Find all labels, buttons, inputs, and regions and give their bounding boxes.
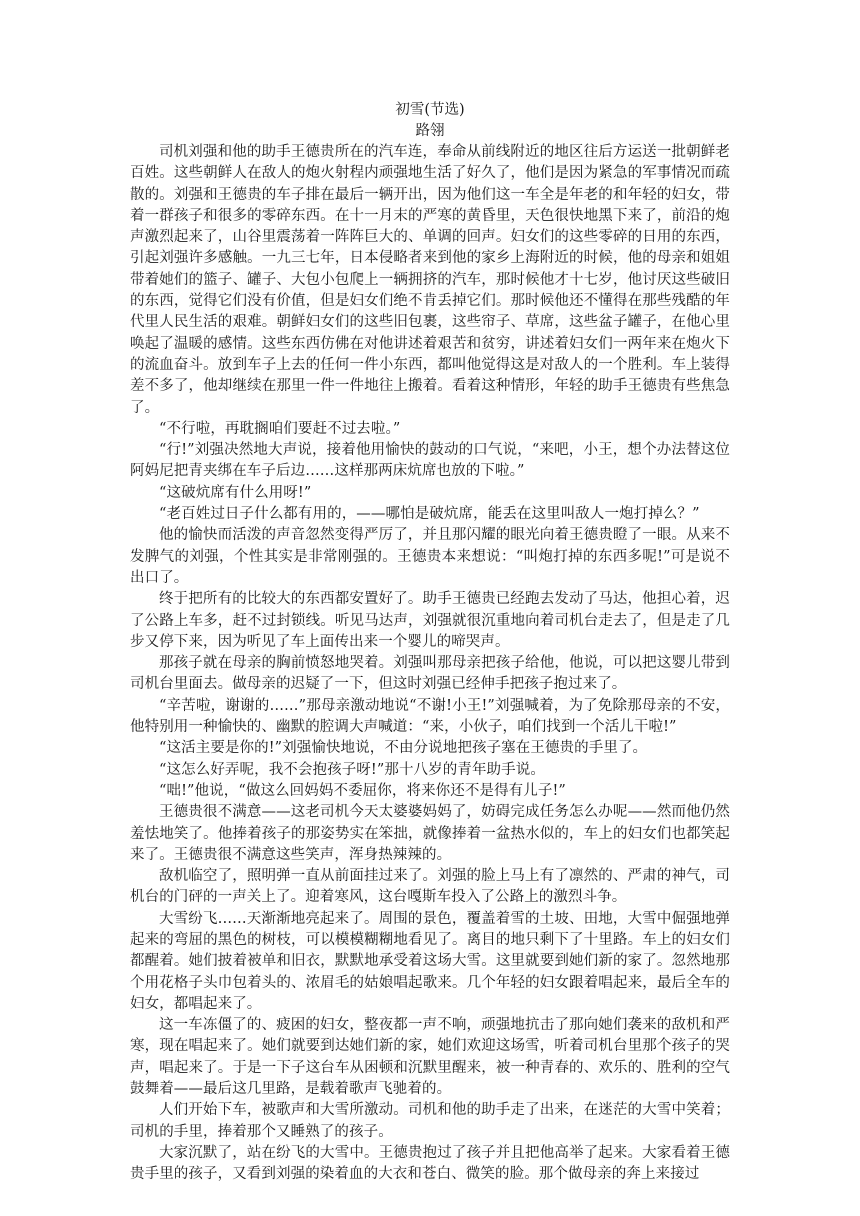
paragraph: 人们开始下车，被歌声和大雪所激动。司机和他的助手走了出来，在迷茫的大雪中笑着；司机的手里，捧着那个又睡熟了的孩子。 [130, 1102, 730, 1140]
paragraph: “这怎么好弄呢，我不会抱孩子呀!”那十八岁的青年助手说。 [159, 761, 545, 778]
paragraph: “不行啦，再耽搁咱们要赶不过去啦。” [159, 420, 401, 437]
author-name: 路翎 [415, 123, 445, 139]
paragraph: 这一车冻僵了的、疲困的妇女，整夜都一声不响，顽强地抗击了那向她们袭来的敌机和严寒，现在唱起来了。她们就要到达她们新的家，她们欢迎这场雪，听着司机台里那个孩子的哭声，唱起来了。于是一下子这台车从困顿和沉默里醒来，被一种青春的、欢乐的、胜利的空气鼓舞着——最后这几里路，是载着歌声飞驰着的。 [130, 1017, 730, 1098]
paragraph: 王德贵很不满意——这老司机今天太婆婆妈妈了，妨碍完成任务怎么办呢——然而他仍然羞怯地笑了。他捧着孩子的那姿势实在笨拙，就像捧着一盆热水似的，车上的妇女们也都笑起来了。王德贵很不满意这些笑声，浑身热辣辣的。 [130, 804, 730, 863]
document-page [130, 100, 730, 1186]
paragraph: 终于把所有的比较大的东西都安置好了。助手王德贵已经跑去发动了马达，他担心着，迟了公路上车多，赶不过封锁线。听见马达声，刘强就很沉重地向着司机台走去了，但是走了几步又停下来，因为听见了车上面传出来一个婴儿的啼哭声。 [130, 591, 730, 650]
paragraph: 那孩子就在母亲的胸前愤怒地哭着。刘强叫那母亲把孩子给他，他说，可以把这婴儿带到司机台里面去。做母亲的迟疑了一下，但这时刘强已经伸手把孩子抱过来了。 [130, 655, 730, 693]
paragraph: “咄!”他说，“做这么回妈妈不委屈你，将来你还不是得有儿子!” [159, 782, 566, 799]
paragraph: “这活主要是你的!”刘强愉快地说，不由分说地把孩子塞在王德贵的手里了。 [159, 740, 648, 757]
paragraph: 大家沉默了，站在纷飞的大雪中。王德贵抱过了孩子并且把他高举了起来。大家看着王德贵手里的孩子，又看到刘强的染着血的大衣和苍白、微笑的脸。那个做母亲的奔上来接过 [130, 1144, 730, 1183]
paragraph: 他的愉快而活泼的声音忽然变得严厉了，并且那闪耀的眼光向着王德贵瞪了一眼。从来不发脾气的刘强，个性其实是非常刚强的。王德贵本来想说：“叫炮打掉的东西多呢!”可是说不出口了。 [130, 527, 730, 586]
paragraph: “老百姓过日子什么都有用的，——哪怕是破炕席，能丢在这里叫敌人一炮打掉么？” [159, 506, 700, 523]
paragraph: “这破炕席有什么用呀!” [159, 484, 312, 501]
paragraph: 敌机临空了，照明弹一直从前面挂过来了。刘强的脸上马上有了凛然的、严肃的神气，司机台的门砰的一声关上了。迎着寒风，这台嘎斯车投入了公路上的激烈斗争。 [130, 868, 730, 906]
document-title: 初雪(节选) [395, 102, 465, 118]
paragraph: 司机刘强和他的助手王德贵所在的汽车连，奉命从前线附近的地区往后方运送一批朝鲜老百姓。这些朝鲜人在敌人的炮火射程内顽强地生活了好久了，他们是因为紧急的军事情况而疏散的。刘强和王德贵的车子排在最后一辆开出，因为他们这一车全是年老的和年轻的妇女，带着一群孩子和很多的零碎东西。在十一月末的严寒的黄昏里，天色很快地黑下来了，前沿的炮声激烈起来了，山谷里震荡着一阵阵巨大的、单调的回声。妇女们的这些零碎的日用的东西，引起刘强许多感触。一九三七年，日本侵略者来到他的家乡上海附近的时候，他的母亲和姐姐带着她们的篮子、罐子、大包小包爬上一辆拥挤的汽车，那时候他才十七岁，他讨厌这些破旧的东西，觉得它们没有价值，但是妇女们绝不肯丢掉它们。那时候他还不懂得在那些残酷的年代里人民生活的艰难。朝鲜妇女们的这些旧包裹，这些帘子、草席，这些盆子罐子，在他心里唤起了温暖的感情。这些东西仿佛在对他讲述着艰苦和贫穷，讲述着妇女们一两年来在炮火下的流血奋斗。放到车子上去的任何一件小东西，都叫他觉得这是对敌人的一个胜利。车上装得差不多了，他却继续在那里一件一件地往上搬着。看着这种情形，年轻的助手王德贵有些焦急了。 [130, 144, 730, 416]
paragraph: “辛苦啦，谢谢的……”那母亲激动地说“不谢!小王!”刘强喊着，为了免除那母亲的不安，他特别用一种愉快的、幽默的腔调大声喊道：“来，小伙子，咱们找到一个活儿干啦!” [130, 697, 730, 736]
paragraph: 大雪纷飞……天渐渐地亮起来了。周围的景色，覆盖着雪的土坡、田地，大雪中倔强地弹起来的弯屈的黑色的树枝，可以模模糊糊地看见了。离目的地只剩下了十里路。车上的妇女们都醒着。她们披着被单和旧衣，默默地承受着这场大雪。这里就要到她们新的家了。忽然地那个用花格子头巾包着头的、浓眉毛的姑娘唱起歌来。几个年轻的妇女跟着唱起来，最后全车的妇女，都唱起来了。 [130, 910, 730, 1012]
paragraph: “行!”刘强决然地大声说，接着他用愉快的鼓动的口气说，“来吧，小王，想个办法替这位阿妈尼把青夹绑在车子后边……这样那两床炕席也放的下啦。” [130, 442, 730, 480]
document-body [130, 142, 730, 1186]
